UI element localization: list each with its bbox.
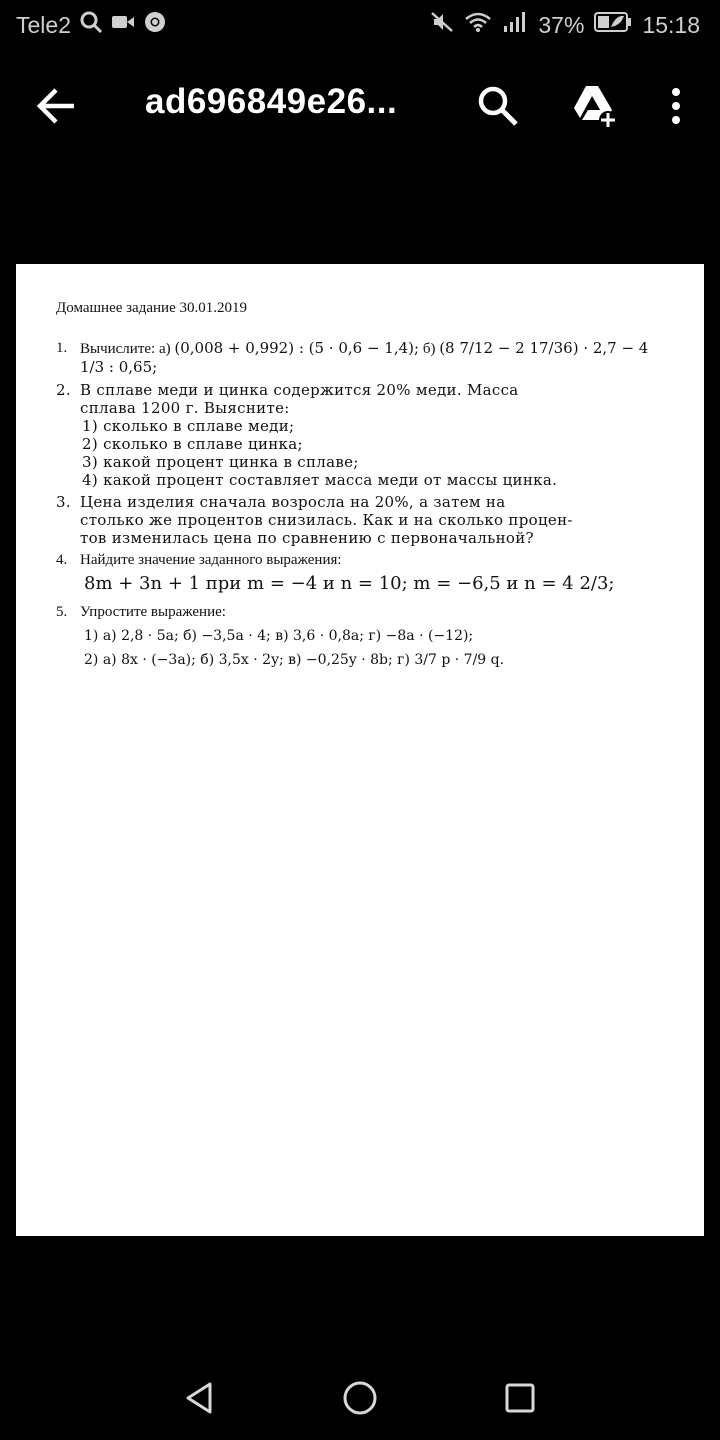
mute-icon	[430, 10, 454, 40]
add-to-drive-button[interactable]	[566, 78, 622, 134]
search-notification-icon	[79, 10, 103, 40]
nav-back-button[interactable]	[180, 1378, 220, 1418]
battery-icon	[594, 11, 632, 39]
task-3	[56, 493, 676, 547]
task-2	[56, 381, 676, 489]
search-button[interactable]	[472, 80, 524, 132]
back-button[interactable]	[30, 80, 82, 132]
chrome-icon	[143, 10, 167, 40]
task-3-line-2: столько же процентов снизилась. Как и на сколько процен-	[80, 511, 573, 529]
app-bar	[0, 62, 720, 150]
task-5-row-2: 2) а) 8x · (−3a); б) 3,5x · 2y; в) −0,25y · 8b; г) 3/7 p · 7/9 q.	[84, 652, 505, 668]
square-recents-icon	[500, 1378, 540, 1418]
status-bar	[0, 0, 720, 50]
task-1-expression-b: (8 7/12 − 2 17/36) · 2,7 − 4 1/3 : 0,65;	[80, 339, 649, 376]
task-number: 3.	[56, 493, 71, 511]
navigation-bar	[0, 1360, 720, 1440]
clock: 15:18	[642, 11, 700, 38]
search-icon	[472, 80, 524, 132]
task-5-label: Упростите выражение:	[80, 604, 226, 620]
circle-home-icon	[340, 1378, 380, 1418]
arrow-back-icon	[30, 80, 82, 132]
task-1	[56, 339, 676, 377]
more-options-button[interactable]	[660, 80, 692, 132]
homework-heading: Домашнее задание 30.01.2019	[56, 300, 247, 316]
task-2-line-2: сплава 1200 г. Выясните:	[80, 399, 290, 417]
task-number: 5.	[56, 604, 68, 620]
drive-add-icon	[566, 78, 622, 134]
task-3-line-3: тов изменилась цена по сравнению с первоначальной?	[80, 529, 534, 547]
document-page[interactable]	[16, 264, 704, 1236]
task-2-sub-2: 2) сколько в сплаве цинка;	[82, 435, 303, 453]
task-1-label: Вычислите: а)	[80, 341, 171, 357]
signal-icon	[502, 10, 528, 40]
nav-recents-button[interactable]	[500, 1378, 540, 1418]
task-4-expression: 8m + 3n + 1 при m = −4 и n = 10; m = −6,5 и n = 4 2/3;	[84, 573, 615, 594]
battery-percent: 37%	[538, 11, 585, 38]
task-4-label: Найдите значение заданного выражения:	[80, 552, 342, 568]
task-3-line-1: Цена изделия сначала возросла на 20%, а затем на	[80, 493, 506, 511]
wifi-icon	[464, 10, 492, 40]
triangle-back-icon	[180, 1378, 220, 1418]
task-5-row-1: 1) а) 2,8 · 5a; б) −3,5a · 4; в) 3,6 · 0,8a; г) −8a · (−12);	[84, 628, 474, 644]
task-1-label-b: б)	[422, 341, 436, 357]
task-2-sub-1: 1) сколько в сплаве меди;	[82, 417, 295, 435]
carrier-name: Tele2	[16, 11, 71, 38]
task-2-sub-3: 3) какой процент цинка в сплаве;	[82, 453, 359, 471]
task-2-sub-4: 4) какой процент составляет масса меди от массы цинка.	[82, 471, 558, 489]
nav-home-button[interactable]	[340, 1378, 380, 1418]
task-5	[56, 603, 676, 673]
video-camera-icon	[111, 10, 135, 40]
more-vert-icon	[660, 80, 692, 132]
task-4	[56, 551, 676, 599]
task-2-line-1: В сплаве меди и цинка содержится 20% меди. Масса	[80, 381, 519, 399]
task-number: 1.	[56, 340, 68, 356]
task-1-expression-a: (0,008 + 0,992) : (5 · 0,6 − 1,4);	[174, 339, 420, 357]
task-number: 4.	[56, 552, 68, 568]
document-title: ad696849e26...	[145, 82, 398, 121]
task-number: 2.	[56, 381, 71, 399]
